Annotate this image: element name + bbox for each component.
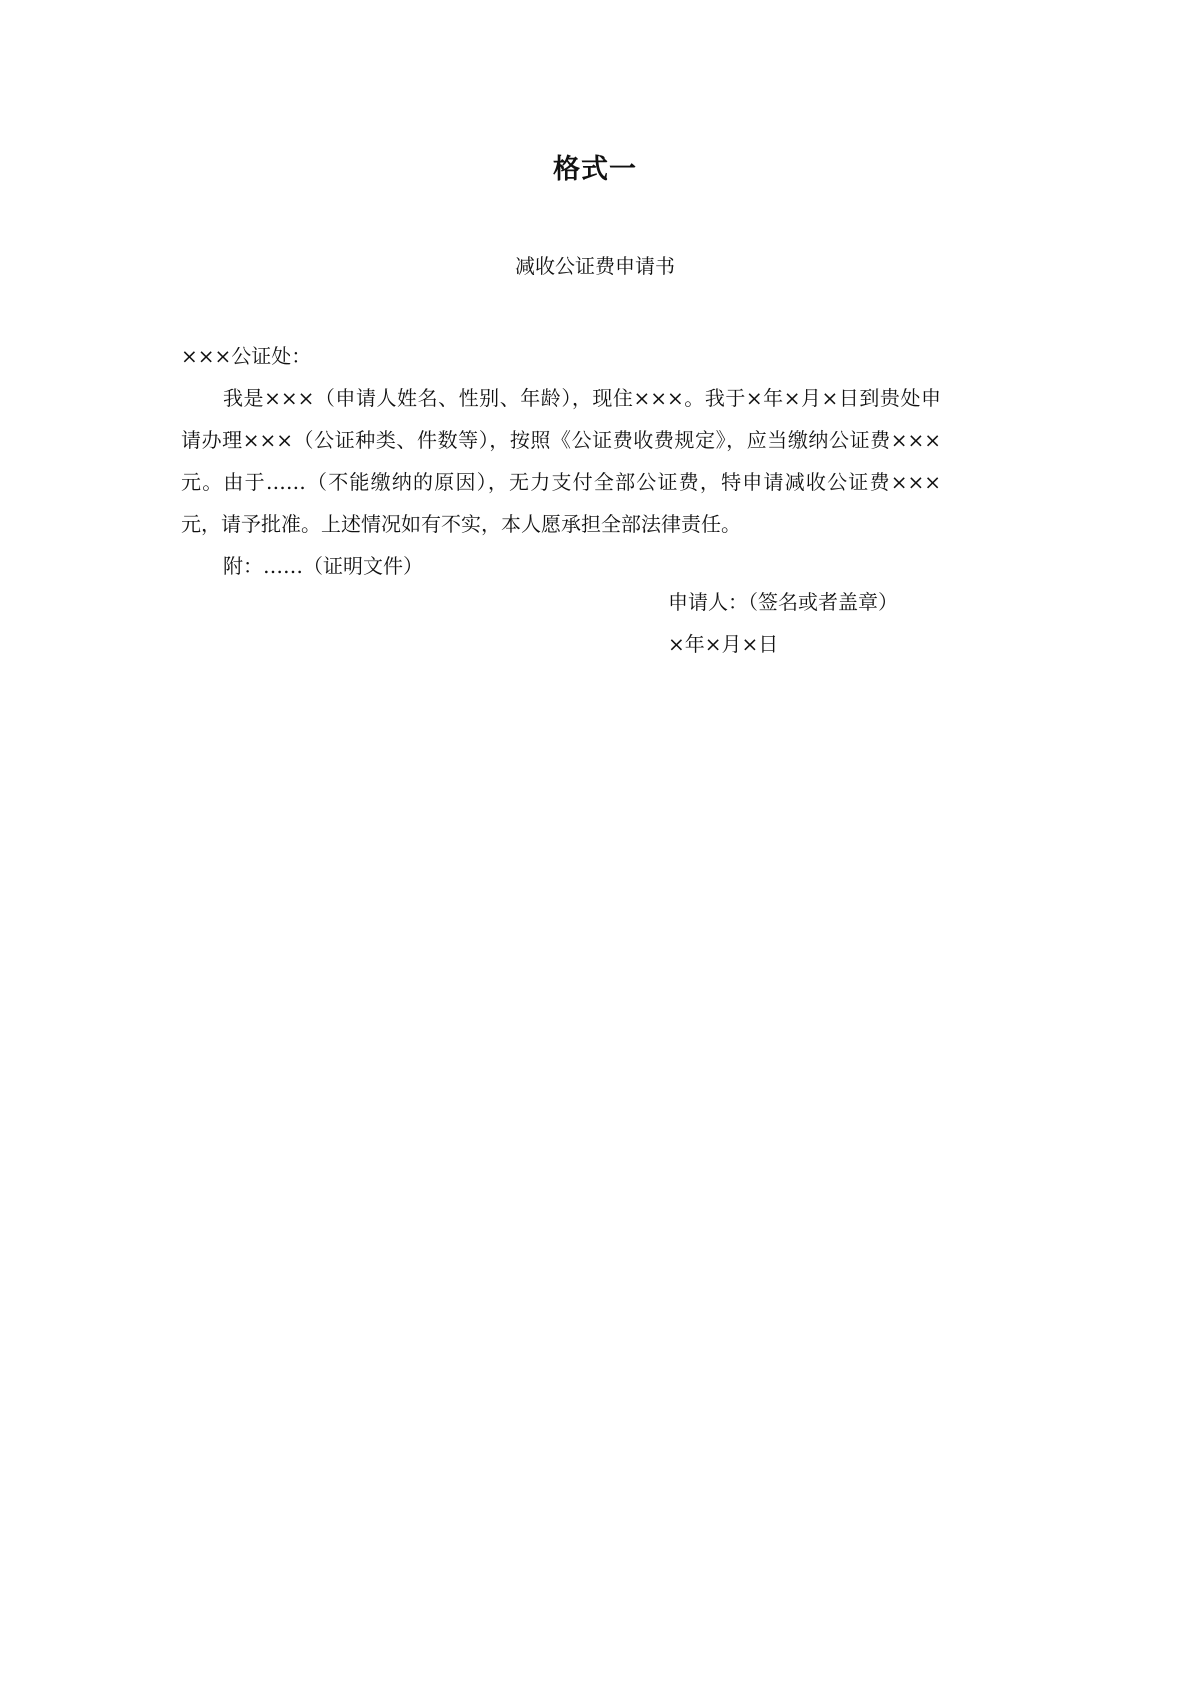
- signature-block: [668, 581, 898, 665]
- application-paragraph: 我是×××（申请人姓名、性别、年龄），现住×××。我于×年×月×日到贵处申请办理×××（公证种类、件数等），按照《公证费收费规定》，应当缴纳公证费×××元。由于……（不能缴纳的原因），无力支付全部公证费，特申请减收公证费×××元，请予批准。上述情况如有不实，本人愿承担全部法律责任。: [181, 386, 941, 536]
- applicant-signature-line: 申请人：（签名或者盖章）: [668, 590, 898, 614]
- attachment-line: 附：……（证明文件）: [223, 554, 423, 578]
- letter-body: [181, 335, 941, 587]
- document-title: 减收公证费申请书: [515, 254, 675, 278]
- addressee-line: ×××公证处：: [181, 344, 312, 368]
- format-heading: 格式一: [553, 154, 637, 185]
- date-line: ×年×月×日: [668, 632, 779, 656]
